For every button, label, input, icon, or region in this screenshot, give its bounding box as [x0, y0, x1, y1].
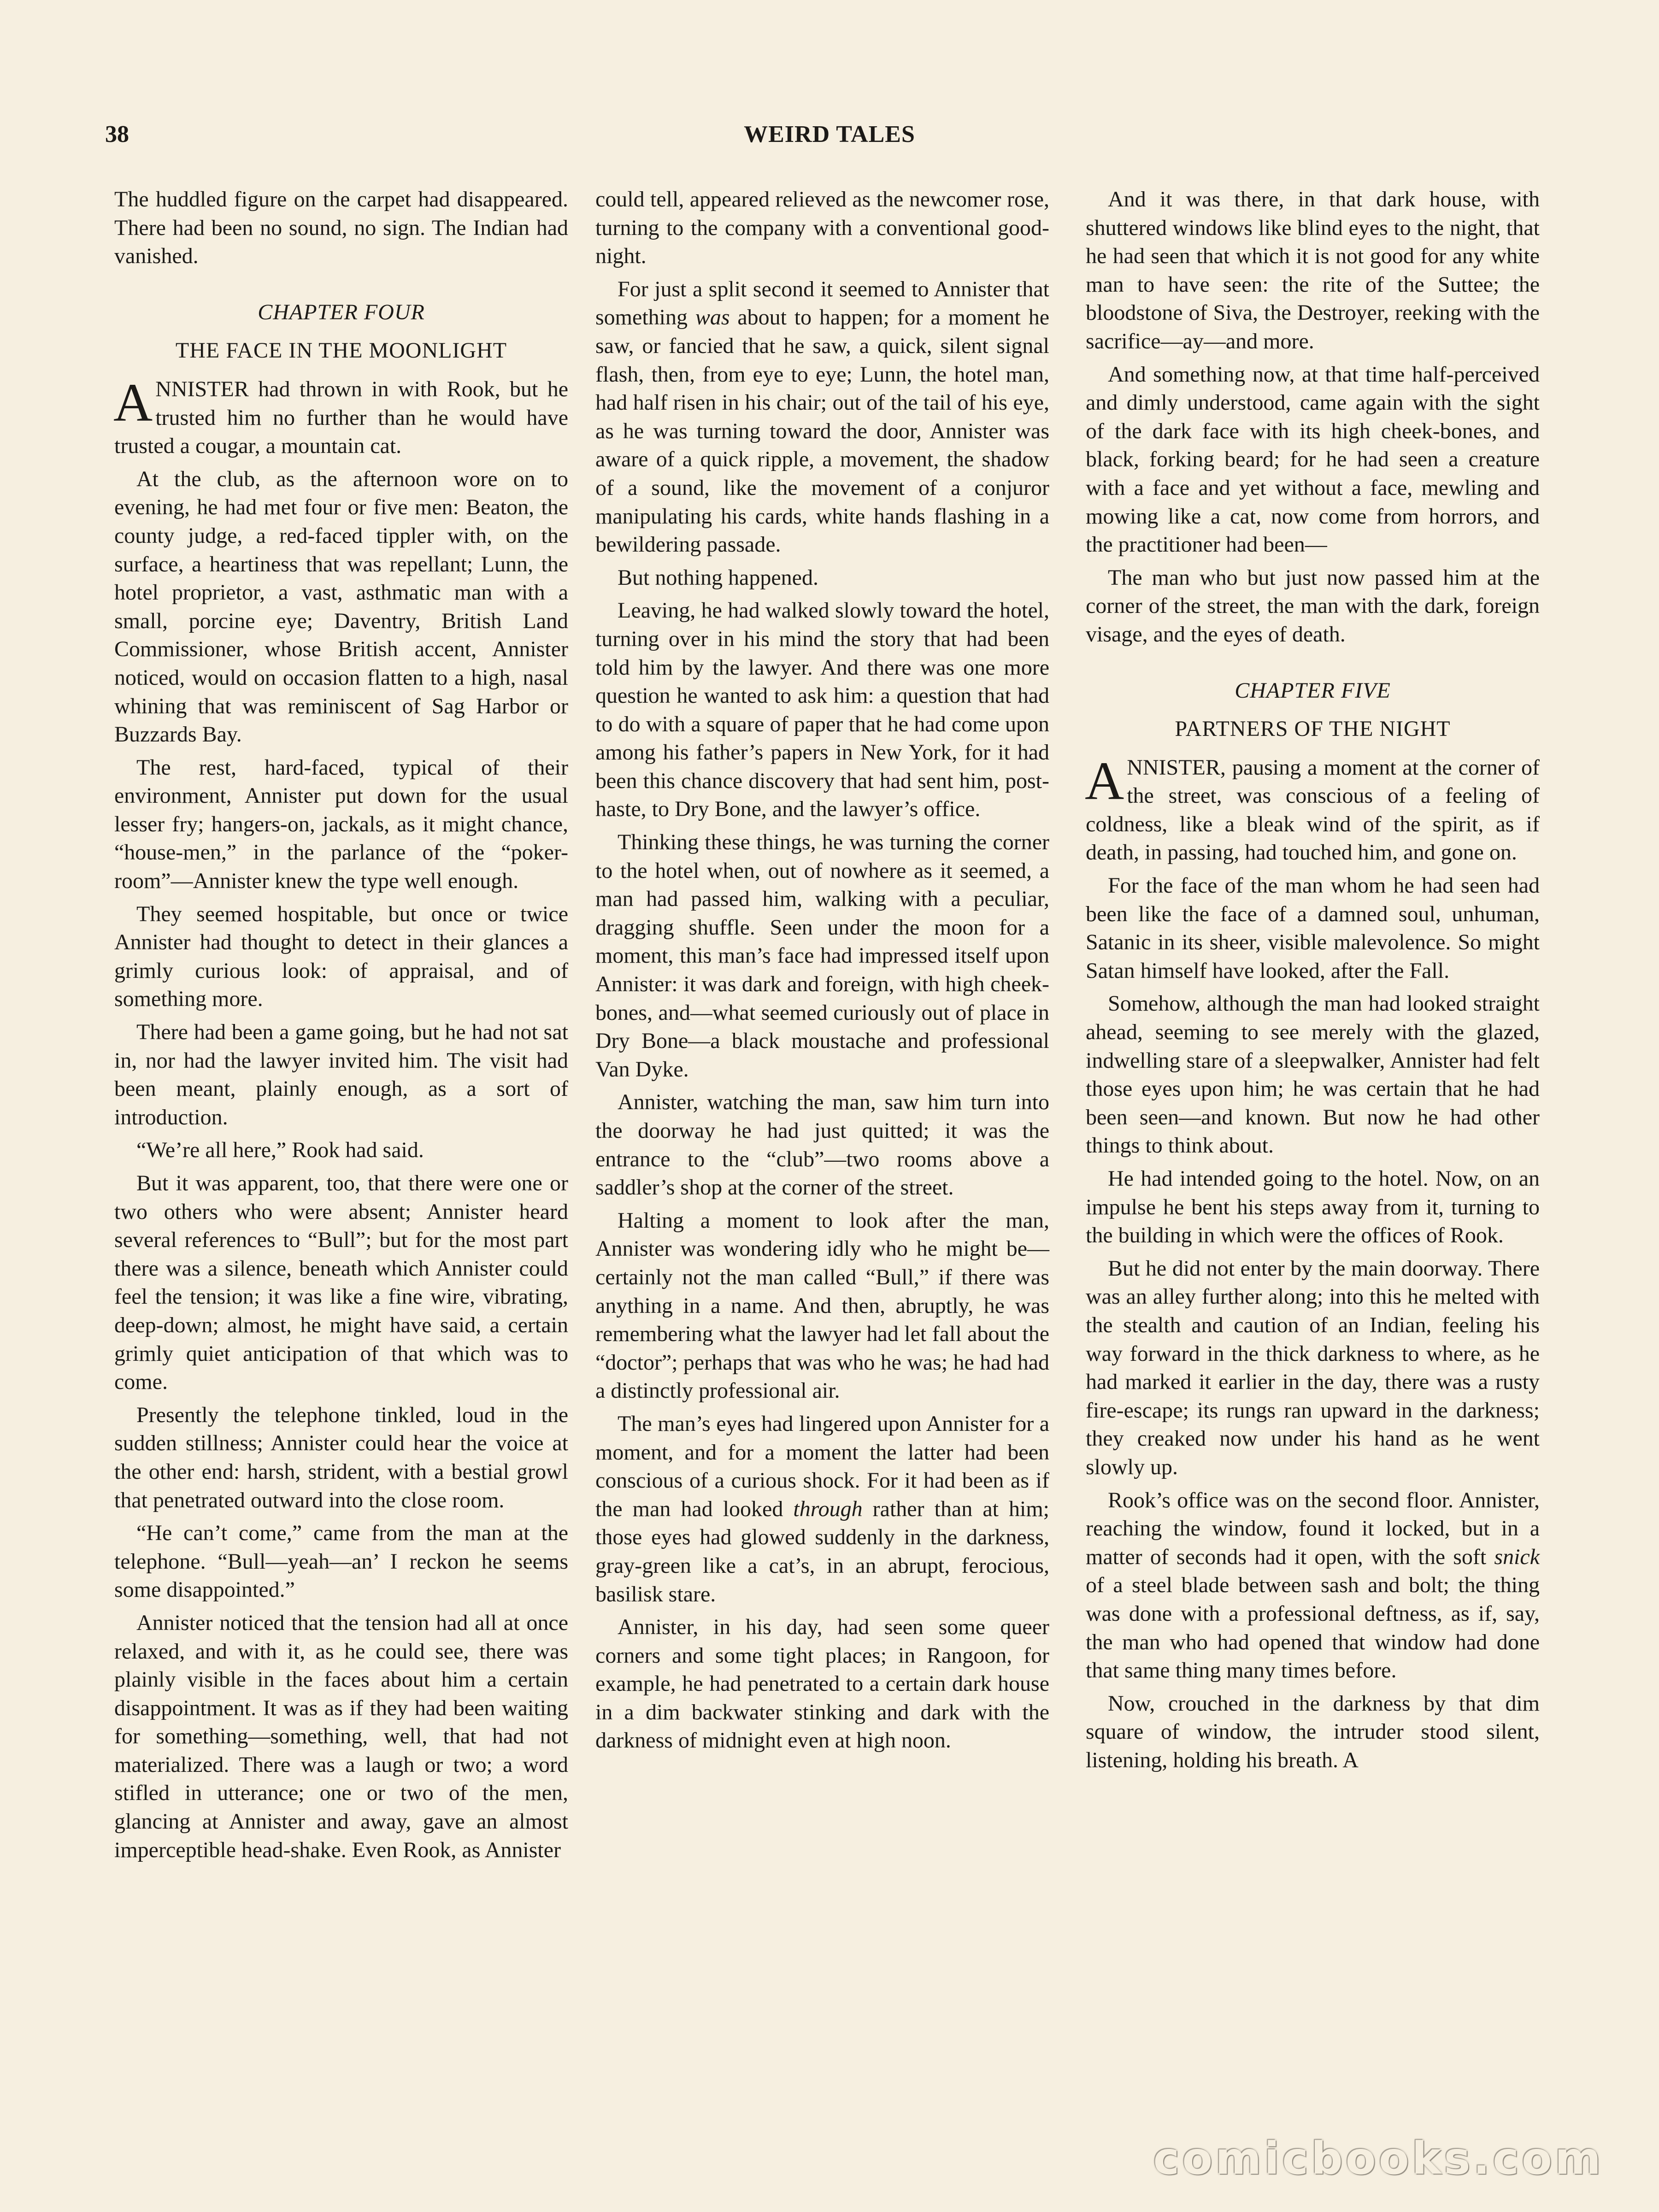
- paragraph-text: of a steel blade between sash and bolt; the thing was done with a professional deftness, as if, say, the man who had opened that window had done that same thing many times before.: [1086, 1573, 1540, 1683]
- paragraph-text: about to happen; for a moment he saw, or fancied that he saw, a quick, silent signal flash, then, from eye to eye; Lunn, the hotel man, had half risen in his chair; out of the tail of his eye, as he was turning toward the door, Annister was aware of a quick ripple, a movement, the shadow of a sound, like the movement of a conjuror manipulating his cards, white hands flashing in a bewildering passade.: [595, 305, 1050, 557]
- column-3: [1086, 185, 1540, 1779]
- watermark-logo: comicbooks.com: [1153, 2133, 1604, 2184]
- paragraph-text: NNISTER, pausing a moment at the corner of the street, was conscious of a feeling of coldness, like a bleak wind of the spirit, as if death, in passing, had touched him, and gone on.: [1086, 755, 1540, 865]
- paragraph: He had intended going to the hotel. Now, on an impulse he bent his steps away from it, turning to the building in which were the offices of Rook.: [1086, 1166, 1540, 1248]
- paragraph: There had been a game going, but he had not sat in, nor had the lawyer invited him. The visit had been meant, plainly enough, as a sort of introduction.: [114, 1020, 568, 1130]
- paragraph-dropcap: [1085, 750, 1540, 867]
- paragraph-text: The man’s eyes had lingered upon Annister for a moment, and for a moment the latter had been conscious of a curious shock. For it had been as if the man had looked: [595, 1411, 1049, 1521]
- drop-cap: A: [113, 372, 153, 433]
- paragraph: For the face of the man whom he had seen had been like the face of a damned soul, unhuman, Satanic in its sheer, visible malevolence. So might Satan himself have looked, after the Fall.: [1086, 873, 1540, 983]
- paragraph: [595, 1410, 1049, 1608]
- chapter-subtitle: THE FACE IN THE MOONLIGHT: [175, 338, 507, 363]
- paragraph: But it was apparent, too, that there were one or two others who were absent; Annister heard several references to “Bull”; but for the most part there was a silence, beneath which Annister could feel the tension; it was like a fine wire, vibrating, deep-down; almost, he might have said, a certain grimly quiet anticipation of that which was to come.: [114, 1171, 568, 1394]
- page-number: 38: [105, 121, 129, 147]
- paragraph: Leaving, he had walked slowly toward the hotel, turning over in his mind the story that had been told him by the lawyer. And there was one more question he wanted to ask him: a question that had to do with a square of paper that he had come upon among his father’s papers in New York, for it had been this chance discovery that had sent him, post-haste, to Dry Bone, and the lawyer’s office.: [595, 598, 1049, 822]
- chapter-title: CHAPTER FOUR: [258, 300, 425, 324]
- paragraph: Presently the telephone tinkled, loud in the sudden stillness; Annister could hear the voice at the other end: harsh, strident, with a bestial growl that penetrated outward into the close room.: [114, 1402, 568, 1512]
- paragraph: But he did not enter by the main doorway. There was an alley further along; into this he melted with the stealth and caution of an Indian, feeling his way forward in the thick darkness to where, as he had marked it earlier in the day, there was a rusty fire-escape; its rungs ran upward in the darkness; they creaked now under his hand as he went slowly up.: [1086, 1256, 1540, 1479]
- paragraph: Thinking these things, he was turning the corner to the hotel when, out of nowhere as it seemed, a man had passed him, walking with a peculiar, dragging shuffle. Seen under the moon for a moment, this man’s face had impressed itself upon Annister: it was dark and foreign, with high cheek-bones, and—what seemed curiously out of place in Dry Bone—a black moustache and professional Van Dyke.: [595, 830, 1049, 1082]
- paragraph: Annister, watching the man, saw him turn into the doorway he had just quitted; it was the entrance to the “club”—two rooms above a saddler’s shop at the corner of the street.: [595, 1090, 1049, 1200]
- paragraph: Now, crouched in the darkness by that dim square of window, the intruder stood silent, listening, holding his breath. A: [1086, 1691, 1540, 1772]
- emphasis: was: [695, 305, 730, 330]
- paragraph: “He can’t come,” came from the man at the telephone. “Bull—yeah—an’ I reckon he seems some disappointed.”: [114, 1521, 568, 1602]
- emphasis: snick: [1494, 1544, 1540, 1569]
- paragraph: They seemed hospitable, but once or twice Annister had thought to detect in their glances a grimly curious look: of appraisal, and of something more.: [114, 901, 568, 1012]
- paragraph-text: For just a split second it seemed to Annister that something: [595, 276, 1049, 330]
- paragraph: The man who but just now passed him at the corner of the street, the man with the dark, foreign visage, and the eyes of death.: [1086, 565, 1540, 647]
- paragraph: And something now, at that time half-perceived and dimly understood, came again with the sight of the dark face with its high cheek-bones, and black, forking beard; for he had seen a creature with a face and yet without a face, mewling and mowing like a cat, now come from horrors, and the practitioner had been—: [1086, 362, 1540, 557]
- paragraph: At the club, as the afternoon wore on to evening, he had met four or five men: Beaton, the county judge, a red-faced tippler with, on the surface, a heartiness that was repellant; Lunn, the hotel proprietor, a vast, asthmatic man with a small, porcine eye; Daventry, British Land Commissioner, whose British accent, Annister noticed, would on occasion flatten to a high, nasal whining that was reminiscent of Sag Harbor or Buzzards Bay.: [114, 466, 568, 747]
- paragraph: “We’re all here,” Rook had said.: [136, 1138, 424, 1163]
- paragraph: And it was there, in that dark house, with shuttered windows like blind eyes to the night, that he had seen that which it is not good for any white man to have seen: the rite of the Suttee; the bloodstone of Siva, the Destroyer, reeking with the sacrifice—ay—and more.: [1086, 187, 1540, 353]
- paragraph: But nothing happened.: [618, 565, 818, 590]
- paragraph: The rest, hard-faced, typical of their environment, Annister put down for the usual lesser fry; hangers-on, jackals, as it might chance, “house-men,” in the parlance of the “poker-room”—Annister knew the type well enough.: [114, 755, 568, 894]
- paragraph: The huddled figure on the carpet had disappeared. There had been no sound, no sign. The Indian had vanished.: [114, 187, 568, 269]
- paragraph: [1086, 1486, 1540, 1685]
- paragraph-text: Rook’s office was on the second floor. Annister, reaching the window, found it locked, but in a matter of seconds had it open, with the soft: [1086, 1488, 1540, 1569]
- paragraph: Halting a moment to look after the man, Annister was wondering idly who he might be—certainly not the man called “Bull,” if there was anything in a name. And then, abruptly, he was remembering what the lawyer had let fall about the “doctor”; perhaps that was who he was; he had had a distinctly professional air.: [595, 1208, 1049, 1403]
- paragraph: Annister noticed that the tension had all at once relaxed, and with it, as he could see, there was plainly visible in the faces about him a certain disappointment. It was as if they had been waiting for something—something, well, that had not materialized. There was a laugh or two; a word stifled in utterance; one or two of the men, glancing at Annister and away, gave an almost imperceptible head-shake. Even Rook, as Annister: [114, 1610, 568, 1862]
- chapter-subtitle: PARTNERS OF THE NIGHT: [1175, 717, 1451, 741]
- column-1: [114, 185, 568, 1869]
- paragraph: could tell, appeared relieved as the newcomer rose, turning to the company with a conventional good-night.: [595, 187, 1049, 269]
- paragraph-text: rather than at him; those eyes had glowed suddenly in the darkness, gray-green like a cat’s, in an abrupt, ferocious, basilisk stare.: [595, 1496, 1050, 1606]
- paragraph: Annister, in his day, had seen some queer corners and some tight places; in Rangoon, for example, he had penetrated to a certain dark house in a dim backwater stinking and dark with the darkness of midnight even at high noon.: [595, 1615, 1049, 1753]
- chapter-title: CHAPTER FIVE: [1235, 678, 1391, 703]
- page-header: [0, 121, 1659, 158]
- paragraph: Somehow, although the man had looked straight ahead, seeming to see merely with the glazed, indwelling stare of a sleepwalker, Annister had felt those eyes upon him; he was certain that he had been seen—and known. But now he had other things to think about.: [1086, 991, 1540, 1158]
- paragraph: [595, 275, 1049, 559]
- drop-cap: A: [1085, 750, 1124, 811]
- paragraph-dropcap: [113, 372, 568, 460]
- emphasis: through: [793, 1496, 863, 1521]
- paragraph-text: NNISTER had thrown in with Rook, but he trusted him no further than he would have trusted a cougar, a mountain cat.: [114, 377, 568, 459]
- running-title: WEIRD TALES: [744, 121, 915, 147]
- column-2: [595, 185, 1049, 1759]
